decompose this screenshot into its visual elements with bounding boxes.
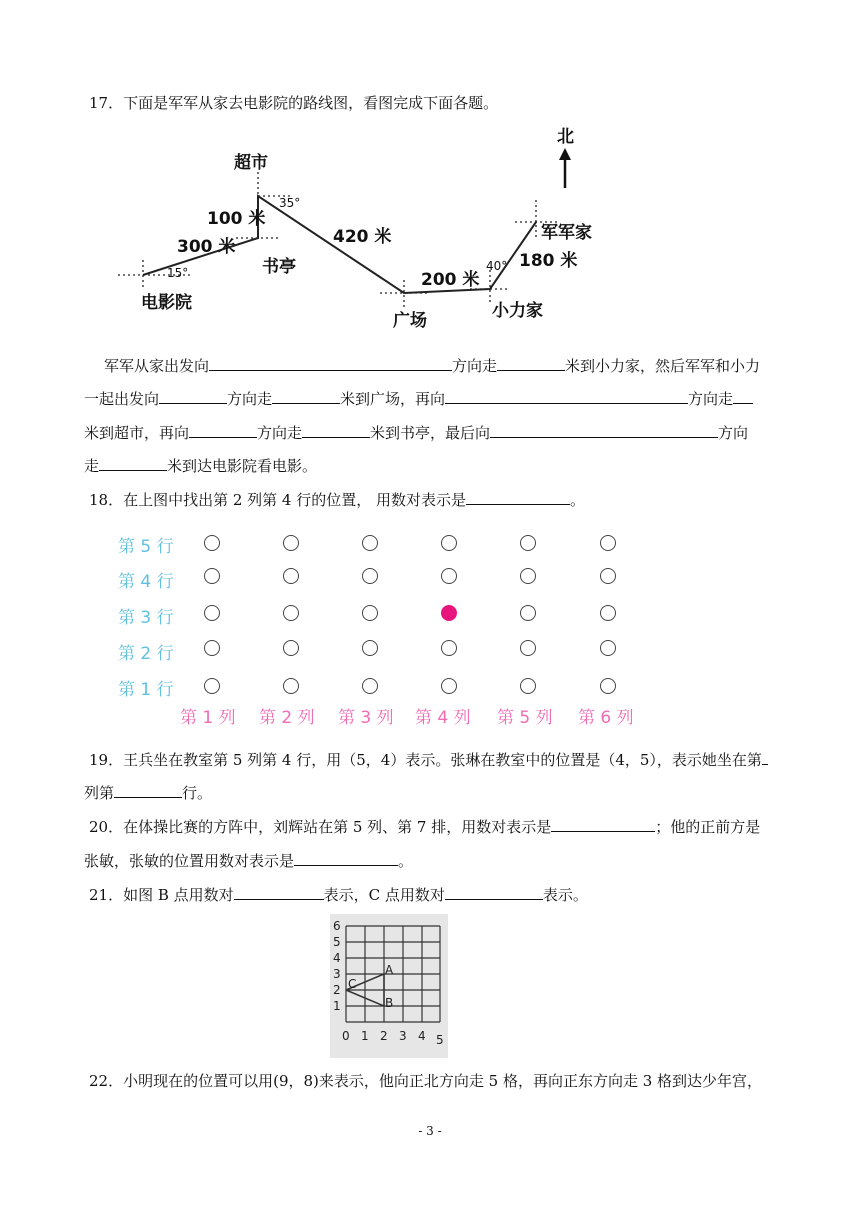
x-tick-1: 1 bbox=[361, 1029, 369, 1043]
coordinate-grid-figure bbox=[330, 914, 448, 1058]
q19-line1: 19．王兵坐在教室第 5 列第 4 行，用（5，4）表示。张琳在教室中的位置是（4，5），表示她坐在第 bbox=[89, 748, 768, 770]
point-b-label: B bbox=[385, 996, 394, 1010]
col-label-1: 第 1 列 bbox=[180, 708, 236, 728]
seat-dot bbox=[600, 605, 616, 621]
seat-dot bbox=[283, 640, 299, 656]
seat-dot bbox=[283, 568, 299, 584]
blank-8[interactable] bbox=[302, 421, 370, 438]
point-c-label: C bbox=[348, 977, 357, 991]
q20-line1: 20．在体操比赛的方阵中，刘辉站在第 5 列、第 7 排，用数对表示是 ；他的正前方是 bbox=[89, 815, 760, 837]
seat-dot bbox=[362, 678, 378, 694]
q20-line2: 张敏，张敏的位置用数对表示是 。 bbox=[84, 849, 413, 871]
label-d200: 200 米 bbox=[421, 270, 480, 290]
q22-text: 22．小明现在的位置可以用(9，8)来表示，他向正北方向走 5 格，再向正东方向走 3 格到达少年宫， bbox=[89, 1072, 763, 1090]
seat-dot bbox=[441, 568, 457, 584]
seat-dot bbox=[204, 678, 220, 694]
seat-dot bbox=[362, 640, 378, 656]
point-a-label: A bbox=[385, 963, 394, 977]
q19-line2: 列第 行。 bbox=[84, 781, 212, 803]
q17-line4: 走 米到达电影院看电影。 bbox=[84, 454, 317, 476]
row-label-2: 第 2 行 bbox=[118, 644, 174, 664]
x-tick-3: 3 bbox=[399, 1029, 407, 1043]
label-d180: 180 米 bbox=[519, 251, 578, 271]
route-map bbox=[0, 110, 860, 350]
angle-35: 35° bbox=[279, 196, 301, 210]
label-square: 广场 bbox=[393, 311, 427, 331]
blank-4[interactable] bbox=[272, 387, 340, 404]
label-junjun-home: 军军家 bbox=[541, 223, 592, 243]
seat-dot bbox=[362, 605, 378, 621]
y-tick-3: 3 bbox=[333, 967, 341, 981]
blank-q21b[interactable] bbox=[445, 883, 543, 900]
label-d420: 420 米 bbox=[333, 227, 392, 247]
seat-dot bbox=[283, 605, 299, 621]
x-tick-4: 4 bbox=[418, 1029, 426, 1043]
seat-dot bbox=[600, 535, 616, 551]
label-supermarket: 超市 bbox=[234, 153, 268, 173]
q18-text: 18．在上图中找出第 2 列第 4 行的位置， 用数对表示是 。 bbox=[89, 488, 585, 510]
label-d300: 300 米 bbox=[177, 237, 236, 257]
row-label-1: 第 1 行 bbox=[118, 680, 174, 700]
seat-dot bbox=[600, 678, 616, 694]
q17-line1: 军军从家出发向 方向走 米到小力家，然后军军和小力 bbox=[104, 354, 760, 376]
seat-dot bbox=[362, 535, 378, 551]
angle-40: 40° bbox=[486, 259, 508, 273]
blank-9[interactable] bbox=[490, 421, 718, 438]
blank-q18[interactable] bbox=[466, 488, 570, 505]
col-label-3: 第 3 列 bbox=[338, 708, 394, 728]
label-bookstall: 书亭 bbox=[262, 257, 296, 277]
seat-dot bbox=[362, 568, 378, 584]
q17-line2: 一起出发向 方向走 米到广场，再向 方向走 bbox=[84, 387, 753, 409]
blank-5[interactable] bbox=[445, 387, 688, 404]
blank-q19a[interactable] bbox=[762, 748, 768, 765]
y-tick-1: 1 bbox=[333, 999, 341, 1013]
seat-dot bbox=[204, 568, 220, 584]
north-label: 北 bbox=[557, 127, 574, 147]
seat-dot bbox=[441, 678, 457, 694]
y-tick-5: 5 bbox=[333, 935, 341, 949]
y-tick-2: 2 bbox=[333, 983, 341, 997]
x-tick-2: 2 bbox=[380, 1029, 388, 1043]
q17-line3: 米到超市，再向 方向走 米到书亭，最后向 方向 bbox=[84, 421, 748, 443]
seat-dot bbox=[441, 640, 457, 656]
seat-dot bbox=[600, 568, 616, 584]
page-number: - 3 - bbox=[418, 1124, 442, 1138]
seat-dot bbox=[520, 640, 536, 656]
angle-15: 15° bbox=[167, 266, 189, 280]
seat-dot bbox=[204, 640, 220, 656]
row-label-5: 第 5 行 bbox=[118, 537, 174, 557]
col-label-5: 第 5 列 bbox=[497, 708, 553, 728]
label-cinema: 电影院 bbox=[141, 293, 192, 313]
seat-dot bbox=[520, 568, 536, 584]
seat-dot bbox=[520, 535, 536, 551]
blank-q20b[interactable] bbox=[294, 849, 398, 866]
col-label-4: 第 4 列 bbox=[415, 708, 471, 728]
seat-dot bbox=[441, 535, 457, 551]
blank-6[interactable] bbox=[733, 387, 753, 404]
blank-q20a[interactable] bbox=[551, 815, 655, 832]
blank-1[interactable] bbox=[209, 354, 452, 371]
blank-q21a[interactable] bbox=[234, 883, 324, 900]
blank-2[interactable] bbox=[497, 354, 565, 371]
x-tick-5: 5 bbox=[436, 1033, 444, 1047]
blank-7[interactable] bbox=[189, 421, 257, 438]
label-d100: 100 米 bbox=[207, 209, 266, 229]
q21-text: 21．如图 B 点用数对 表示，C 点用数对 表示。 bbox=[89, 883, 588, 905]
seat-dot bbox=[283, 535, 299, 551]
q17-title: 17．下面是军军从家去电影院的路线图，看图完成下面各题。 bbox=[89, 94, 499, 112]
seat-dot bbox=[204, 535, 220, 551]
blank-10[interactable] bbox=[99, 454, 167, 471]
seat-dot bbox=[600, 640, 616, 656]
col-label-2: 第 2 列 bbox=[259, 708, 315, 728]
blank-q19b[interactable] bbox=[114, 781, 182, 798]
highlighted-seat-dot bbox=[441, 605, 457, 621]
seat-dot bbox=[520, 605, 536, 621]
label-xiaoli-home: 小力家 bbox=[492, 301, 543, 321]
seat-dot bbox=[520, 678, 536, 694]
blank-3[interactable] bbox=[159, 387, 227, 404]
seat-dot bbox=[283, 678, 299, 694]
row-label-3: 第 3 行 bbox=[118, 608, 174, 628]
row-label-4: 第 4 行 bbox=[118, 572, 174, 592]
col-label-6: 第 6 列 bbox=[578, 708, 634, 728]
y-tick-6: 6 bbox=[333, 919, 341, 933]
seat-dot bbox=[204, 605, 220, 621]
y-tick-4: 4 bbox=[333, 951, 341, 965]
x-tick-0: 0 bbox=[342, 1029, 350, 1043]
